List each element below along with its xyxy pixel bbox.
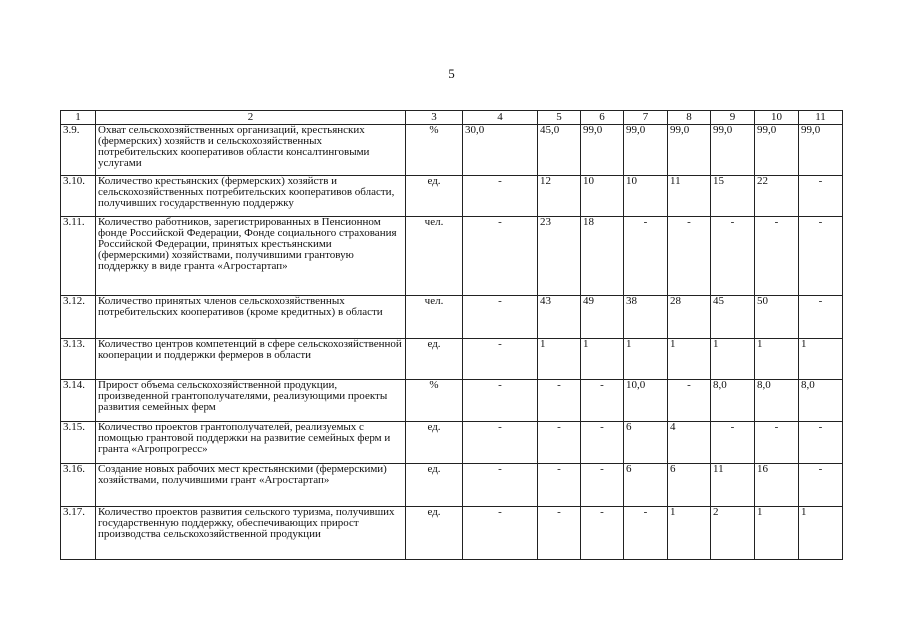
value-cell: 8,0	[711, 380, 755, 422]
value-cell: 1	[581, 339, 624, 380]
value-cell: 99,0	[711, 125, 755, 176]
indicator-name: Создание новых рабочих мест крестьянскими (фермерскими) хозяйствами, получившими грант «Агростартап»	[96, 464, 406, 507]
value-cell: -	[755, 217, 799, 296]
value-cell: 45	[711, 296, 755, 339]
value-cell: -	[463, 507, 538, 560]
row-number: 3.16.	[61, 464, 96, 507]
unit-cell: %	[406, 380, 463, 422]
indicators-table	[60, 110, 843, 560]
value-cell: 99,0	[755, 125, 799, 176]
column-header: 11	[799, 111, 843, 125]
row-number: 3.14.	[61, 380, 96, 422]
value-cell: 16	[755, 464, 799, 507]
value-cell: 45,0	[538, 125, 581, 176]
value-cell: -	[538, 507, 581, 560]
row-number: 3.11.	[61, 217, 96, 296]
value-cell: -	[581, 422, 624, 464]
table-row	[61, 380, 843, 422]
value-cell: 6	[668, 464, 711, 507]
indicator-name: Количество проектов развития сельского туризма, получивших государственную поддержку, обеспечивающих прирост производства сельскохозяйственной продукции	[96, 507, 406, 560]
value-cell: -	[624, 507, 668, 560]
value-cell: -	[799, 217, 843, 296]
value-cell: -	[799, 296, 843, 339]
table-row	[61, 125, 843, 176]
value-cell: -	[799, 464, 843, 507]
value-cell: 1	[755, 507, 799, 560]
value-cell: 49	[581, 296, 624, 339]
table-row	[61, 507, 843, 560]
unit-cell: ед.	[406, 507, 463, 560]
row-number: 3.12.	[61, 296, 96, 339]
value-cell: 43	[538, 296, 581, 339]
value-cell: 99,0	[581, 125, 624, 176]
value-cell: 2	[711, 507, 755, 560]
value-cell: -	[799, 176, 843, 217]
value-cell: -	[581, 464, 624, 507]
value-cell: 22	[755, 176, 799, 217]
table-row	[61, 176, 843, 217]
value-cell: -	[538, 422, 581, 464]
value-cell: 30,0	[463, 125, 538, 176]
value-cell: 1	[799, 339, 843, 380]
value-cell: 8,0	[755, 380, 799, 422]
value-cell: -	[463, 464, 538, 507]
value-cell: -	[463, 296, 538, 339]
value-cell: 28	[668, 296, 711, 339]
value-cell: 4	[668, 422, 711, 464]
unit-cell: ед.	[406, 464, 463, 507]
row-number: 3.9.	[61, 125, 96, 176]
table-row	[61, 422, 843, 464]
indicator-name: Количество центров компетенций в сфере сельскохозяйственной кооперации и поддержки фермеров в области	[96, 339, 406, 380]
column-header: 5	[538, 111, 581, 125]
row-number: 3.10.	[61, 176, 96, 217]
value-cell: -	[463, 380, 538, 422]
indicator-name: Прирост объема сельскохозяйственной продукции, произведенной грантополучателями, реализующими проекты развития семейных ферм	[96, 380, 406, 422]
row-number: 3.17.	[61, 507, 96, 560]
unit-cell: чел.	[406, 217, 463, 296]
column-header: 1	[61, 111, 96, 125]
indicator-name: Количество проектов грантополучателей, реализуемых с помощью грантовой поддержки на развитие семейных ферм и гранта «Агропрогресс»	[96, 422, 406, 464]
value-cell: -	[463, 339, 538, 380]
value-cell: 8,0	[799, 380, 843, 422]
value-cell: -	[755, 422, 799, 464]
table-row	[61, 296, 843, 339]
value-cell: -	[581, 507, 624, 560]
value-cell: 1	[668, 507, 711, 560]
value-cell: 10	[624, 176, 668, 217]
value-cell: 1	[711, 339, 755, 380]
value-cell: 99,0	[668, 125, 711, 176]
column-header: 7	[624, 111, 668, 125]
value-cell: 99,0	[624, 125, 668, 176]
value-cell: 1	[624, 339, 668, 380]
value-cell: -	[581, 380, 624, 422]
value-cell: 12	[538, 176, 581, 217]
value-cell: -	[463, 422, 538, 464]
value-cell: 1	[799, 507, 843, 560]
value-cell: 10,0	[624, 380, 668, 422]
value-cell: -	[711, 422, 755, 464]
value-cell: 18	[581, 217, 624, 296]
column-header: 3	[406, 111, 463, 125]
indicator-name: Количество принятых членов сельскохозяйственных потребительских кооперативов (кроме кредитных) в области	[96, 296, 406, 339]
unit-cell: ед.	[406, 422, 463, 464]
value-cell: -	[624, 217, 668, 296]
column-header: 8	[668, 111, 711, 125]
value-cell: 1	[755, 339, 799, 380]
indicator-name: Количество крестьянских (фермерских) хозяйств и сельскохозяйственных потребительских кооперативов области, получивших государственную поддержку	[96, 176, 406, 217]
value-cell: -	[538, 464, 581, 507]
unit-cell: ед.	[406, 176, 463, 217]
unit-cell: %	[406, 125, 463, 176]
column-header: 10	[755, 111, 799, 125]
unit-cell: чел.	[406, 296, 463, 339]
page-number: 5	[448, 66, 455, 81]
unit-cell: ед.	[406, 339, 463, 380]
header-row	[61, 111, 843, 125]
value-cell: 50	[755, 296, 799, 339]
value-cell: -	[668, 217, 711, 296]
value-cell: -	[711, 217, 755, 296]
value-cell: 38	[624, 296, 668, 339]
table-row	[61, 339, 843, 380]
table-row	[61, 464, 843, 507]
value-cell: 6	[624, 464, 668, 507]
value-cell: 99,0	[799, 125, 843, 176]
indicator-name: Количество работников, зарегистрированных в Пенсионном фонде Российской Федерации, Фонде социального страхования Российской Федерации, принятых крестьянскими (фермерскими) хозяйствами, получившими грантовую поддержку в виде гранта «Агростартап»	[96, 217, 406, 296]
value-cell: 6	[624, 422, 668, 464]
value-cell: 23	[538, 217, 581, 296]
value-cell: 1	[538, 339, 581, 380]
value-cell: 1	[668, 339, 711, 380]
value-cell: 15	[711, 176, 755, 217]
table-row	[61, 217, 843, 296]
value-cell: -	[463, 176, 538, 217]
value-cell: 10	[581, 176, 624, 217]
value-cell: -	[463, 217, 538, 296]
row-number: 3.13.	[61, 339, 96, 380]
value-cell: 11	[711, 464, 755, 507]
column-header: 2	[96, 111, 406, 125]
column-header: 6	[581, 111, 624, 125]
row-number: 3.15.	[61, 422, 96, 464]
value-cell: -	[538, 380, 581, 422]
column-header: 9	[711, 111, 755, 125]
indicator-name: Охват сельскохозяйственных организаций, крестьянских (фермерских) хозяйств и сельскохозяйственных потребительских кооперативов области консалтинговыми услугами	[96, 125, 406, 176]
value-cell: -	[799, 422, 843, 464]
column-header: 4	[463, 111, 538, 125]
value-cell: 11	[668, 176, 711, 217]
value-cell: -	[668, 380, 711, 422]
